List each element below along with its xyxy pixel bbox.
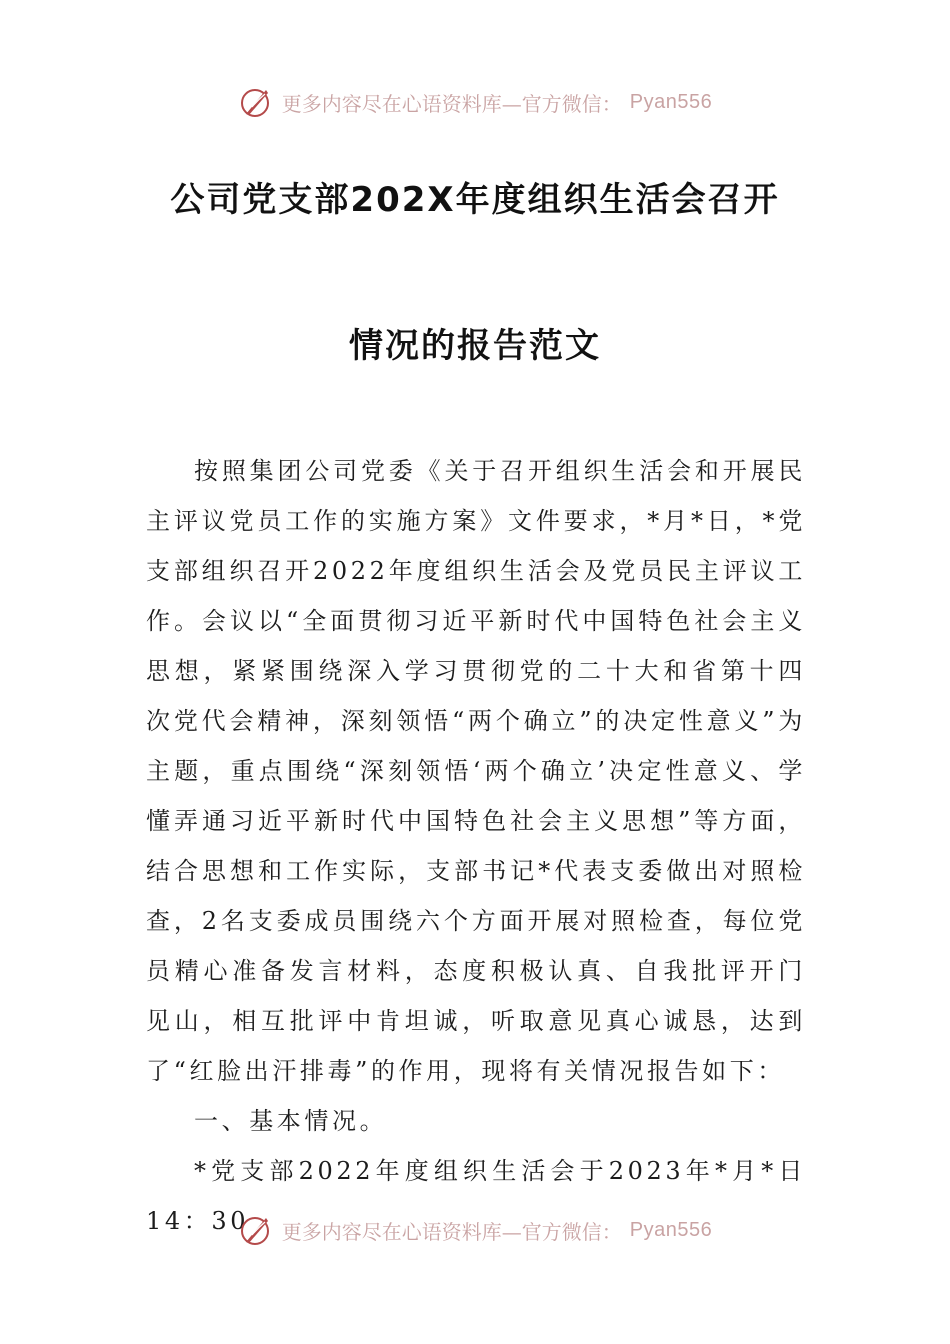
header-watermark: [0, 84, 950, 120]
document-body: [146, 446, 806, 1246]
body-paragraph-meeting-time: *党支部2022年度组织生活会于2023年*月*日14：30: [146, 1157, 806, 1235]
watermark-wechat-id: Pyan556: [629, 1218, 713, 1241]
section-heading-basic-situation: 一、基本情况。: [194, 1107, 388, 1135]
body-paragraph-intro: 按照集团公司党委《关于召开组织生活会和开展民主评议党员工作的实施方案》文件要求，*月*日，*党支部组织召开2022年度组织生活会及党员民主评议工作。会议以“全面贯彻习近平新时代中国特色社会主义思想，紧紧围绕深入学习贯彻党的二十大和省第十四次党代会精神，深刻领悟“两个确立”的决定性意义”为主题，重点围绕“深刻领悟‘两个确立’决定性意义、学懂弄通习近平新时代中国特色社会主义思想”等方面，结合思想和工作实际，支部书记*代表支委做出对照检查，2名支委成员围绕六个方面开展对照检查，每位党员精心准备发言材料，态度积极认真、自我批评开门见山，相互批评中肯坦诚，听取意见真心诚恳，达到了“红脸出汗排毒”的作用，现将有关情况报告如下：: [146, 457, 806, 1085]
watermark-text: 更多内容尽在心语资料库—官方微信：: [281, 1219, 622, 1244]
quill-logo-icon: [238, 1212, 274, 1248]
watermark-wechat-id: Pyan556: [629, 90, 713, 113]
document-title-line-1: 公司党支部202X年度组织生活会召开: [170, 180, 780, 220]
document-title-line-2: 情况的报告范文: [349, 326, 601, 366]
quill-logo-icon: [238, 84, 274, 120]
watermark-text: 更多内容尽在心语资料库—官方微信：: [281, 91, 622, 116]
footer-watermark: [0, 1212, 950, 1248]
